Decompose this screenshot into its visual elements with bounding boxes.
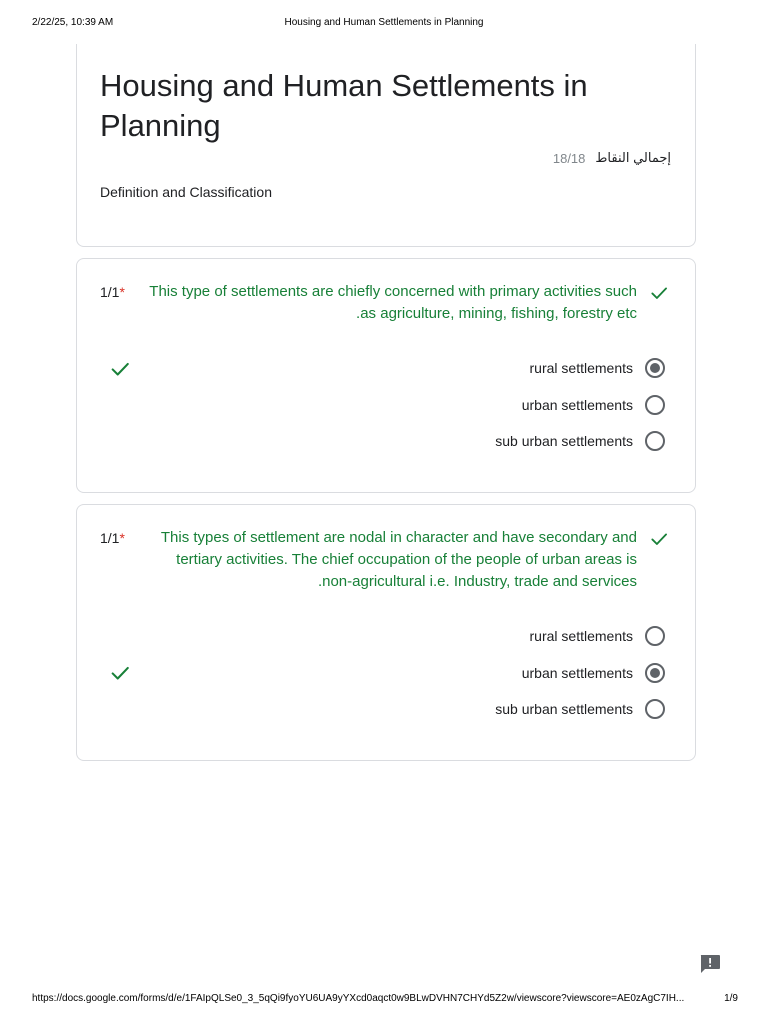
feedback-icon[interactable] <box>699 954 721 974</box>
print-header <box>32 17 736 31</box>
option-urban-settlements[interactable] <box>522 661 665 685</box>
question-card-1 <box>76 258 696 493</box>
total-points <box>553 150 671 166</box>
radio-button-selected[interactable] <box>645 663 665 683</box>
required-mark: * <box>119 284 125 300</box>
question-points <box>100 284 125 300</box>
option-sub-urban-settlements[interactable] <box>495 697 665 721</box>
checkmark-icon <box>649 283 669 303</box>
option-label: rural settlements <box>529 628 633 644</box>
question-score: 1/1 <box>100 284 120 300</box>
question-text-line: tertiary activities. The chief occupation of the people of urban areas is <box>176 551 637 568</box>
option-urban-settlements[interactable] <box>522 393 665 417</box>
question-score: 1/1 <box>100 530 120 546</box>
radio-button-selected[interactable] <box>645 358 665 378</box>
option-rural-settlements[interactable] <box>530 624 665 648</box>
question-text-line: This type of settlements are chiefly concerned with primary activities such <box>149 283 637 300</box>
checkmark-icon <box>109 358 131 380</box>
radio-button[interactable] <box>645 395 665 415</box>
question-text <box>149 281 637 325</box>
option-label: sub urban settlements <box>495 701 633 717</box>
option-sub-urban-settlements[interactable] <box>495 429 665 453</box>
form-description: Definition and Classification <box>100 184 272 200</box>
form-header-card <box>76 44 696 247</box>
checkmark-icon <box>109 662 131 684</box>
option-label: sub urban settlements <box>495 433 633 449</box>
total-points-value: 18/18 <box>552 150 586 166</box>
question-text-line: .non-agricultural i.e. Industry, trade and services <box>317 573 637 590</box>
page-url: https://docs.google.com/forms/d/e/1FAIpQLSe0_3_5qQi9fyoYU6UA9yYXcd0aqct0w9BLwDVHN7CHYd5Z2w/viewscore?viewscore=AE0zAgC7IH... <box>32 993 685 1004</box>
required-mark: * <box>119 530 125 546</box>
question-text-line: .as agriculture, mining, fishing, forestry etc <box>356 305 637 322</box>
print-title: Housing and Human Settlements in Planning <box>284 17 484 28</box>
total-points-label: إجمالي النقاط <box>595 150 671 165</box>
form-title: Housing and Human Settlements in Planning <box>100 68 588 143</box>
radio-button[interactable] <box>645 626 665 646</box>
question-points <box>100 530 125 546</box>
option-label: urban settlements <box>521 665 633 681</box>
option-label: urban settlements <box>521 397 633 413</box>
question-text-line: This types of settlement are nodal in character and have secondary and <box>160 529 637 546</box>
option-label: rural settlements <box>529 360 633 376</box>
question-card-2 <box>76 504 696 761</box>
radio-button[interactable] <box>645 699 665 719</box>
print-footer <box>32 993 738 1007</box>
checkmark-icon <box>649 529 669 549</box>
option-rural-settlements[interactable] <box>530 356 665 380</box>
radio-button[interactable] <box>645 431 665 451</box>
page-number: 1/9 <box>724 993 738 1004</box>
question-text <box>161 527 637 593</box>
print-date: 2/22/25, 10:39 AM <box>32 17 114 28</box>
